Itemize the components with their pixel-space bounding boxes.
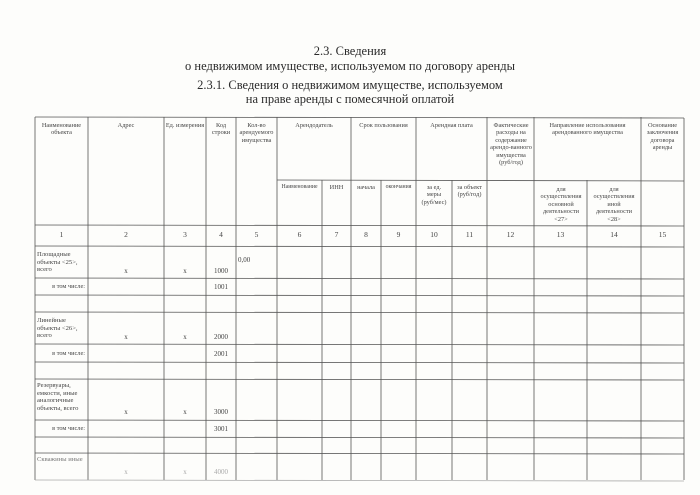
col-num-1: 1 — [59, 230, 64, 239]
row-name: Линейные объекты <26>, всего — [37, 317, 78, 340]
header-code: Код строки — [211, 122, 231, 137]
col-num-11: 11 — [465, 230, 474, 239]
header-term-start: начала — [357, 184, 375, 191]
header-address: Адрес — [117, 122, 135, 129]
row-code: 3001 — [214, 425, 228, 433]
col-num-12: 12 — [506, 230, 515, 239]
header-basis: Основание заключения договора аренды — [646, 122, 679, 152]
header-lessor-inn: ИНН — [329, 184, 344, 191]
row-code: 2001 — [214, 350, 228, 358]
col-num-2: 2 — [124, 230, 128, 239]
header-rent-object: за объект (руб/год) — [457, 184, 482, 199]
row-name: в том числе: — [52, 425, 85, 432]
header-lessor-name: Наименование — [281, 184, 318, 190]
row-name: Площадные объекты <25>, всего — [37, 251, 78, 274]
header-rent: Арендная плата — [430, 122, 473, 129]
row-code: 3000 — [214, 408, 228, 416]
col-num-13: 13 — [556, 230, 565, 239]
col-num-5: 5 — [254, 230, 259, 239]
row-unit: x — [183, 408, 187, 416]
row-code: 2000 — [214, 333, 228, 341]
row-address: x — [124, 408, 128, 416]
row-name: в том числе: — [52, 350, 85, 357]
header-expenses: Фактические расходы на содержание арендо-ванного имущества (руб/год) — [490, 122, 532, 167]
row-unit: x — [183, 333, 187, 341]
header-name: Наименование объекта — [41, 122, 82, 137]
row-code: 1000 — [214, 267, 228, 275]
row-address: x — [124, 333, 128, 341]
subsection-title: 2.3.1. Сведения о недвижимом имуществе, используемом — [197, 78, 503, 92]
row-name: Резервуары, емкости, иные аналогичные объекты, всего — [37, 382, 79, 412]
row-code: 1001 — [214, 283, 228, 291]
col-num-9: 9 — [396, 230, 401, 239]
row-qty: 0,00 — [238, 256, 251, 264]
col-num-4: 4 — [219, 230, 223, 239]
row-unit: x — [183, 468, 187, 476]
header-rent-unit: за ед. меры (руб/мес) — [421, 184, 447, 206]
header-qty: Кол-во арендуемого имущества — [239, 122, 274, 144]
row-name: в том числе: — [52, 283, 85, 290]
col-num-6: 6 — [297, 230, 302, 239]
section-title: 2.3. Сведения — [313, 44, 387, 58]
col-num-14: 14 — [610, 230, 618, 239]
col-num-8: 8 — [364, 230, 368, 239]
row-unit: x — [183, 267, 187, 275]
col-num-7: 7 — [334, 230, 339, 239]
col-num-10: 10 — [430, 230, 438, 239]
header-term: Срок пользования — [359, 122, 408, 129]
header-purpose-other: для осуществления иной деятельности <28> — [593, 186, 635, 223]
header-purpose: Направление использования арендованного имущества — [549, 122, 626, 137]
header-lessor: Арендодатель — [295, 122, 333, 129]
subsection-subtitle: на праве аренды с помесячной оплатой — [245, 92, 455, 106]
row-address: x — [124, 267, 128, 275]
section-subtitle: о недвижимом имуществе, используемом по договору аренды — [185, 59, 515, 73]
header-purpose-main: для осуществления основной деятельности <27> — [540, 186, 582, 223]
row-code: 4000 — [214, 468, 228, 476]
col-num-3: 3 — [183, 230, 187, 239]
row-address: x — [124, 468, 128, 476]
header-term-end: окончания — [385, 184, 412, 190]
col-num-15: 15 — [658, 230, 667, 239]
row-name: Скважины иные — [37, 456, 83, 463]
header-unit: Ед. измерения — [165, 122, 205, 129]
